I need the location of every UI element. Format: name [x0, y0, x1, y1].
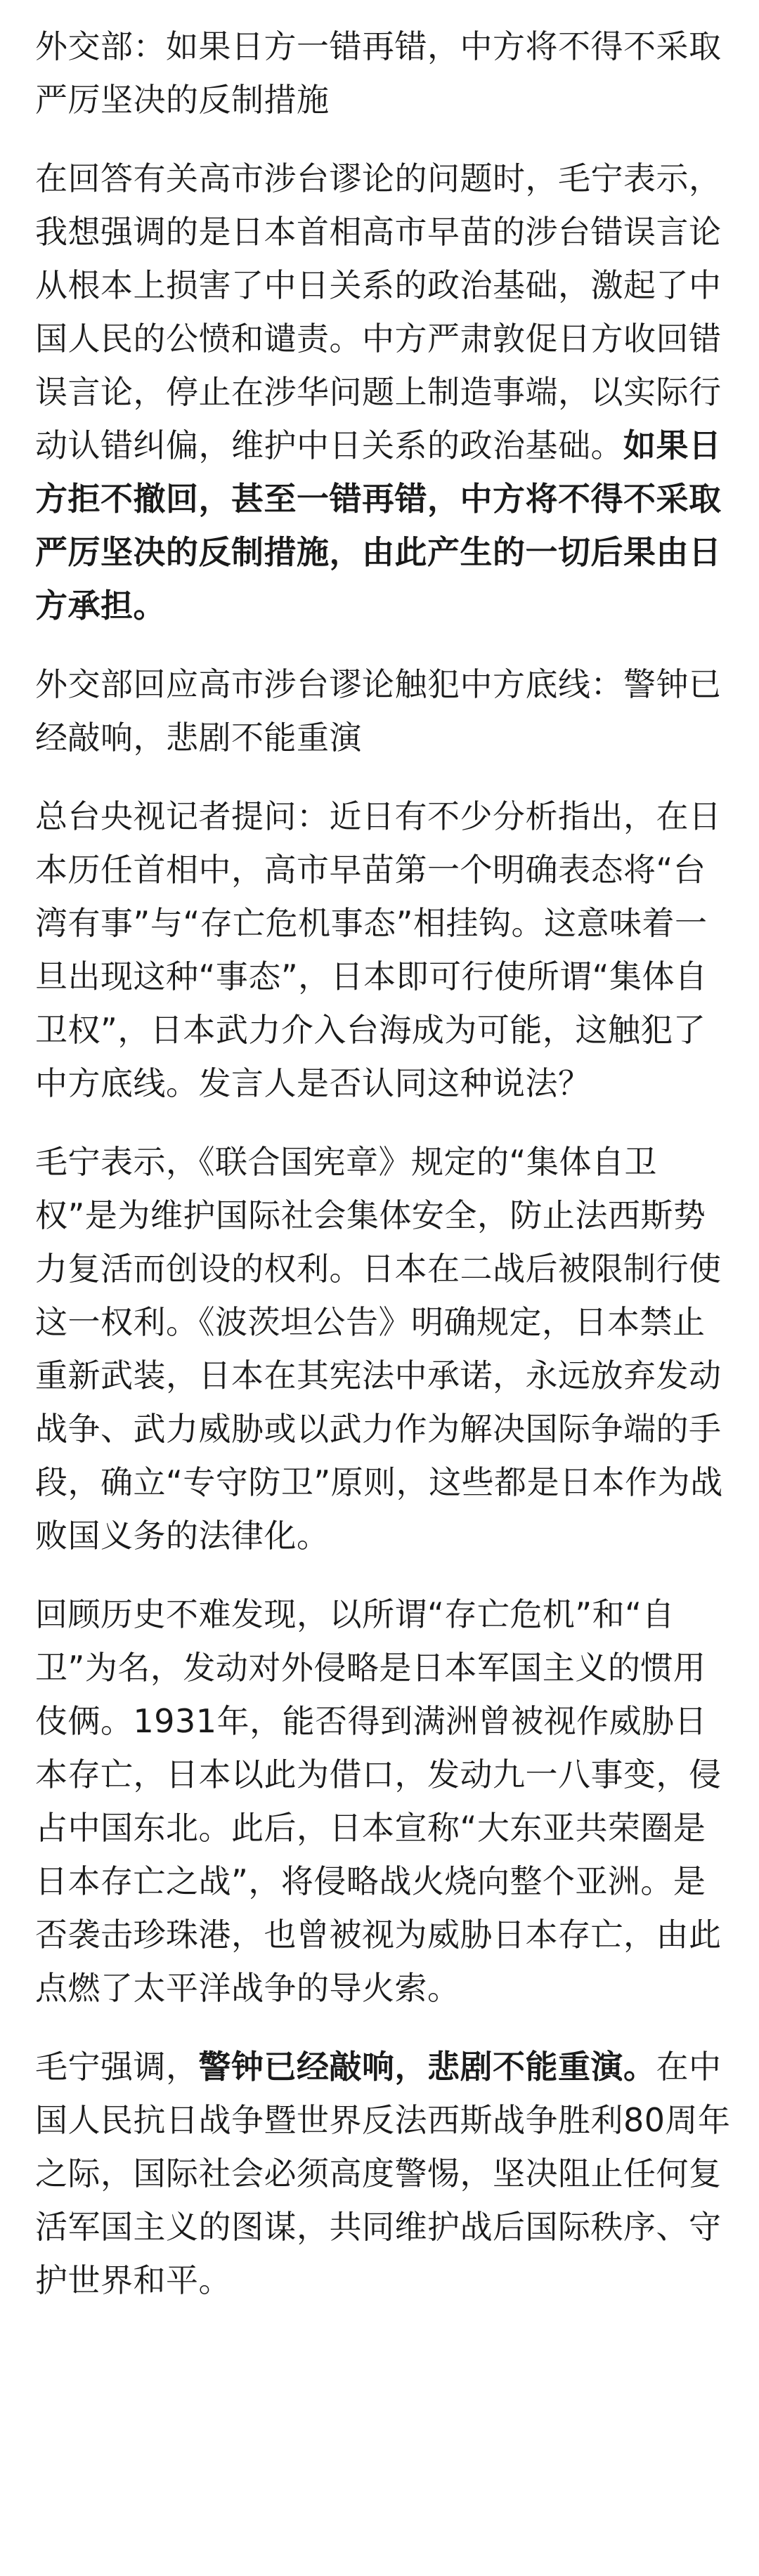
text-segment: 毛宁表示，《联合国宪章》规定的“集体自卫权”是为维护国际社会集体安全，防止法西斯势力复活而创设的权利。日本在二战后被限制行使这一权利。《波茨坦公告》明确规定，日本禁止重新武装，日本在其宪法中承诺，永远放弃发动战争、武力威胁或以武力作为解决国际争端的手段，确立“专守防卫”原则，这些都是日本作为战败国义务的法律化。 [35, 1143, 723, 1555]
body-paragraph [35, 152, 731, 632]
text-segment: 外交部回应高市涉台谬论触犯中方底线：警钟已经敲响，悲剧不能重演 [35, 665, 722, 757]
article-body [35, 20, 731, 2332]
headline-paragraph [35, 658, 731, 764]
text-segment: 回顾历史不难发现，以所谓“存亡危机”和“自卫”为名，发动对外侵略是日本军国主义的惯用伎俩。1931年，能否得到满洲曾被视作威胁日本存亡，日本以此为借口，发动九一八事变，侵占中国东北。此后，日本宣称“大东亚共荣圈是日本存亡之战”，将侵略战火烧向整个亚洲。是否袭击珍珠港，也曾被视为威胁日本存亡，由此点燃了太平洋战争的导火索。 [35, 1595, 722, 2007]
text-segment: 外交部：如果日方一错再错，中方将不得不采取严厉坚决的反制措施 [35, 27, 722, 119]
text-segment: 在中国人民抗日战争暨世界反法西斯战争胜利80周年之际，国际社会必须高度警惕，坚决阻止任何复活军国主义的图谋，共同维护战后国际秩序、守护世界和平。 [35, 2048, 731, 2299]
body-paragraph [35, 1135, 731, 1562]
text-segment: 在回答有关高市涉台谬论的问题时，毛宁表示，我想强调的是日本首相高市早苗的涉台错误言论从根本上损害了中日关系的政治基础，激起了中国人民的公愤和谴责。中方严肃敦促日方收回错误言论，停止在涉华问题上制造事端，以实际行动认错纠偏，维护中日关系的政治基础。 [35, 159, 722, 464]
body-paragraph [35, 2040, 731, 2307]
headline-paragraph [35, 20, 731, 126]
body-paragraph [35, 790, 731, 1110]
bold-text-segment: 如果日方拒不撤回，甚至一错再错，中方将不得不采取严厉坚决的反制措施，由此产生的一切后果由日方承担。 [35, 426, 722, 625]
body-paragraph [35, 1588, 731, 2015]
text-segment: 毛宁强调， [35, 2048, 199, 2086]
bold-text-segment: 警钟已经敲响，悲剧不能重演。 [198, 2048, 656, 2086]
text-segment: 总台央视记者提问：近日有不少分析指出，在日本历任首相中，高市早苗第一个明确表态将“台湾有事”与“存亡危机事态”相挂钩。这意味着一旦出现这种“事态”，日本即可行使所谓“集体自卫权”，日本武力介入台海成为可能，这触犯了中方底线。发言人是否认同这种说法？ [35, 797, 722, 1102]
